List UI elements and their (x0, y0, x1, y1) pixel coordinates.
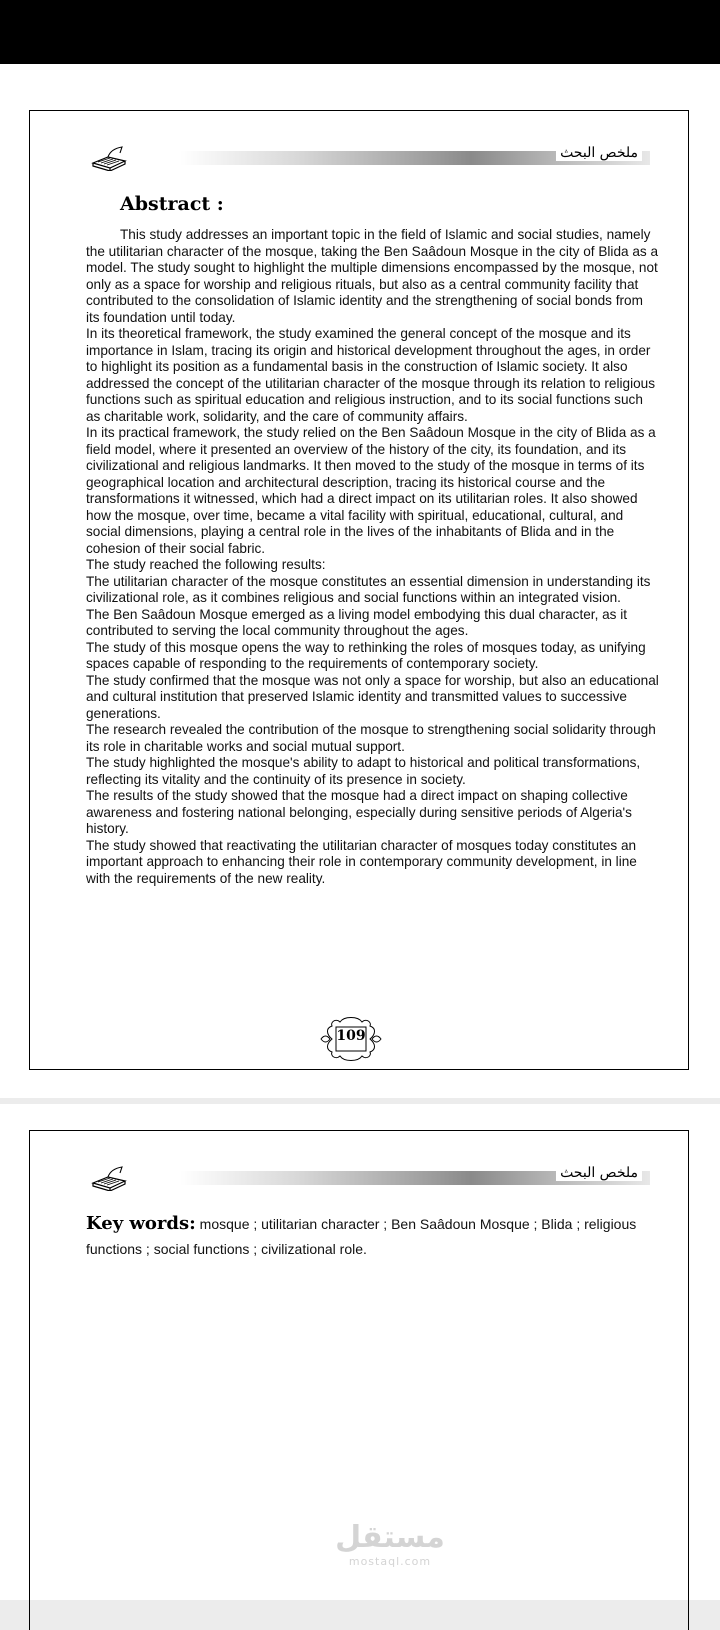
section-label: ملخص البحث (556, 1165, 642, 1181)
abstract-heading: Abstract : (120, 193, 224, 215)
paragraph: In its theoretical framework, the study examined the general concept of the mosque and its importance in Islam, tracing its origin and historical development throughout the ages, in order to highlight its position as a fundamental basis in the construction of Islamic society. It also addressed the concept of the utilitarian character of the mosque through its relation to religious functions such as spiritual education and religious instruction, and to its social functions such as charitable work, solidarity, and the care of community affairs. (86, 326, 656, 424)
paragraph: The study reached the following results: (86, 557, 326, 572)
paragraph: The research revealed the contribution of the mosque to strengthening social solidarity through its role in charitable works and social mutual support. (86, 722, 656, 754)
paragraph: The study showed that reactivating the utilitarian character of mosques today constitutes an important approach to enhancing their role in contemporary community development, in line with the requirements of the new reality. (86, 837, 637, 886)
document-page-1 (0, 78, 720, 1098)
page-number: 109 (336, 1028, 366, 1044)
document-page-2 (0, 1104, 720, 1600)
paragraph: This study addresses an important topic in the field of Islamic and social studies, namely the utilitarian character of the mosque, taking the Ben Saâdoun Mosque in the city of Blida as a model. The study sought to highlight the multiple dimensions encompassed by the mosque, not only as a space for worship and religious rituals, but also as a central community facility that contributed to the consolidation of Islamic identity and the strengthening of social bonds from its foundation until today. (86, 227, 659, 325)
keywords-block (86, 1211, 646, 1262)
running-header (30, 145, 690, 175)
open-book-icon (90, 145, 128, 171)
section-label: ملخص البحث (556, 145, 642, 161)
paragraph: The results of the study showed that the mosque had a direct impact on shaping collective awareness and fostering national belonging, especially during sensitive periods of Algeria's history. (86, 788, 632, 836)
abstract-body (86, 227, 660, 887)
top-black-bar (0, 0, 720, 64)
open-book-icon (90, 1165, 128, 1191)
running-header (30, 1165, 690, 1195)
paragraph: The utilitarian character of the mosque constitutes an essential dimension in understanding its civilizational role, as it combines religious and social functions within an integrated vision. (86, 573, 651, 605)
page-frame (29, 110, 689, 1070)
mostaql-watermark (320, 1521, 460, 1568)
page-frame (29, 1130, 689, 1630)
paragraph: The study confirmed that the mosque was not only a space for worship, but also an educational and cultural institution that preserved Islamic identity and transmitted values to successive generations. (86, 672, 659, 721)
paragraph: The study of this mosque opens the way to rethinking the roles of mosques today, as unifying spaces capable of responding to the requirements of contemporary society. (86, 639, 646, 671)
watermark-latin: mostaql.com (348, 1555, 432, 1568)
keywords-label: Key words: (86, 1213, 196, 1234)
paragraph: The study highlighted the mosque's ability to adapt to historical and political transformations, reflecting its vitality and the continuity of its presence in society. (86, 755, 641, 787)
page-gap (0, 64, 720, 78)
paragraph: The Ben Saâdoun Mosque emerged as a living model embodying this dual character, as it contributed to serving the local community throughout the ages. (86, 606, 628, 638)
page-number-ornament (318, 1016, 384, 1062)
keywords-text: mosque ; utilitarian character ; Ben Saâdoun Mosque ; Blida ; religious functions ; social functions ; civilizational role. (86, 1216, 637, 1257)
paragraph: In its practical framework, the study relied on the Ben Saâdoun Mosque in the city of Blida as a field model, where it presented an overview of the history of the city, its foundation, and its civilizational and religious landmarks. It then moved to the study of the mosque in terms of its geographical location and architectural description, tracing its historical course and the transformations it witnessed, which had a direct impact on its utilitarian roles. It also showed how the mosque, over time, became a vital facility with spiritual, educational, cultural, and social dimensions, playing a central role in the lives of the inhabitants of Blida and in the cohesion of their social fabric. (86, 425, 656, 556)
watermark-arabic: مستقل (335, 1520, 445, 1555)
